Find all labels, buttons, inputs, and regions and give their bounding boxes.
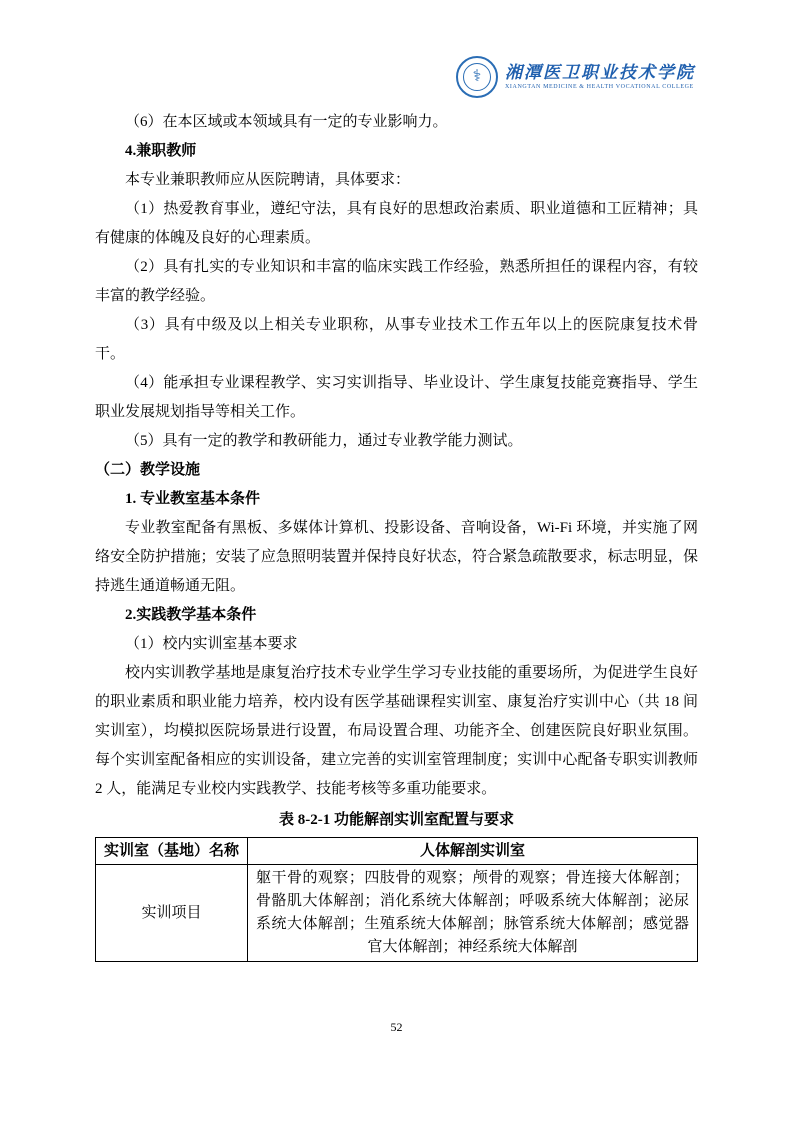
college-logo [456,56,695,98]
body-paragraph: （6）在本区域或本领域具有一定的专业影响力。 [125,114,448,130]
body-paragraph: （3）具有中级及以上相关专业职称，从事专业技术工作五年以上的医院康复技术骨干。 [95,317,698,362]
caduceus-icon: ⚕ [463,63,491,91]
section-heading: 2.实践教学基本条件 [125,607,257,623]
table-cell-value: 躯干骨的观察；四肢骨的观察；颅骨的观察；骨连接大体解剖；骨骼肌大体解剖；消化系统大体解剖；呼吸系统大体解剖；泌尿系统大体解剖；生殖系统大体解剖；脉管系统大体解剖；感觉器官大体解剖；神经系统大体解剖 [248,865,698,962]
training-room-table [95,837,698,962]
college-emblem-icon [456,56,498,98]
paragraph-list [95,108,698,804]
body-paragraph: （4）能承担专业课程教学、实习实训指导、毕业设计、学生康复技能竞赛指导、学生职业发展规划指导等相关工作。 [95,375,698,420]
table-header-room-value: 人体解剖实训室 [248,838,698,865]
body-paragraph: 校内实训教学基地是康复治疗技术专业学生学习专业技能的重要场所，为促进学生良好的职业素质和职业能力培养，校内设有医学基础课程实训室、康复治疗实训中心（共 18 间实训室），均模拟医院场景进行设置，布局设置合理、功能齐全、创建医院良好职业氛围。每个实训室配备相应的实训设备，建立完善的实训室管理制度；实训中心配备专职实训教师 2 人，能满足专业校内实践教学、技能考核等多重功能要求。 [95,665,698,797]
table-caption: 表 8-2-1 功能解剖实训室配置与要求 [279,812,514,828]
table-row [96,865,698,962]
table-cell-label: 实训项目 [96,865,248,962]
body-paragraph: （1）校内实训室基本要求 [125,636,298,652]
body-paragraph: 专业教室配备有黑板、多媒体计算机、投影设备、音响设备，Wi-Fi 环境，并实施了网络安全防护措施；安装了应急照明装置并保持良好状态，符合紧急疏散要求，标志明显，保持逃生通道畅通无阻。 [95,520,698,594]
document-body [95,108,698,962]
table-header-row [96,838,698,865]
section-heading: 4.兼职教师 [125,143,197,159]
body-paragraph: （2）具有扎实的专业知识和丰富的临床实践工作经验，熟悉所担任的课程内容，有较丰富的教学经验。 [95,259,698,304]
college-name-english: XIANGTAN MEDICINE & HEALTH VOCATIONAL COLLEGE [505,83,694,90]
college-name-chinese: 湘潭医卫职业技术学院 [505,62,695,82]
table-header-room-name: 实训室（基地）名称 [96,838,248,865]
body-paragraph: （1）热爱教育事业，遵纪守法，具有良好的思想政治素质、职业道德和工匠精神；具有健康的体魄及良好的心理素质。 [95,201,698,246]
page-number: 52 [390,1020,403,1034]
body-paragraph: （5）具有一定的教学和教研能力，通过专业教学能力测试。 [125,433,523,449]
body-paragraph: 本专业兼职教师应从医院聘请，具体要求： [125,172,411,188]
section-heading: （二）教学设施 [95,462,201,478]
college-logo-text [505,63,695,92]
section-heading: 1. 专业教室基本条件 [125,491,261,507]
